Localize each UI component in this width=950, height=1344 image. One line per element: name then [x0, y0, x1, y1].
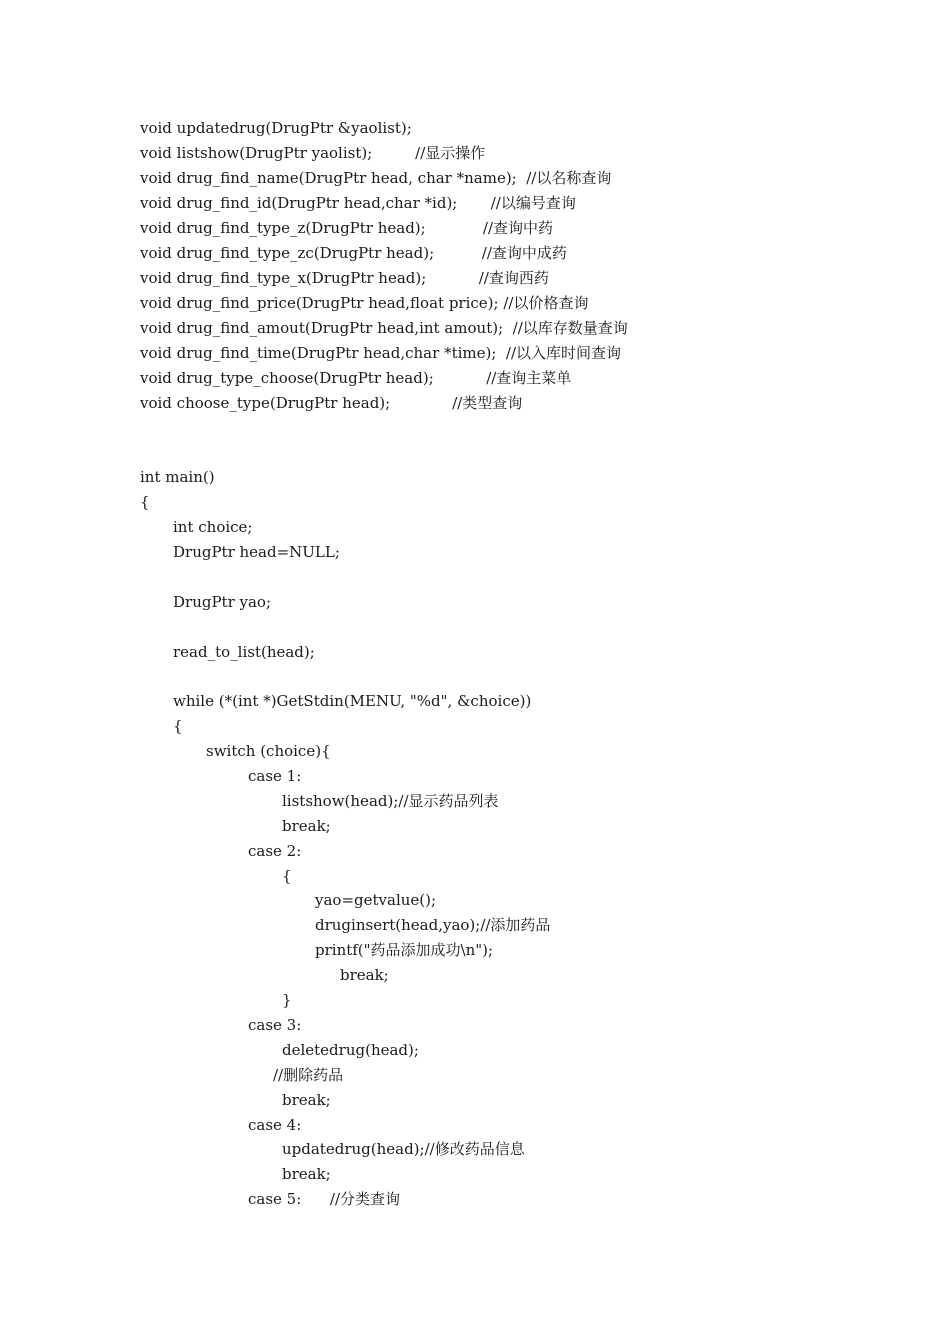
- code-line-choose-type: void choose_type(DrugPtr head); //类型查询: [140, 394, 523, 412]
- code-line-switch: switch (choice){: [206, 742, 331, 760]
- code-line-find-type-x: void drug_find_type_x(DrugPtr head); //查询西药: [140, 269, 549, 287]
- code-line-case-2-close-brace: }: [282, 991, 292, 1009]
- code-line-break-3: break;: [282, 1091, 331, 1109]
- code-line-while-open-brace: {: [173, 717, 183, 735]
- code-line-break-2: break;: [340, 966, 389, 984]
- code-line-type-choose: void drug_type_choose(DrugPtr head); //查询主菜单: [140, 369, 572, 387]
- code-line-find-id: void drug_find_id(DrugPtr head,char *id); //以编号查询: [140, 194, 576, 212]
- code-line-delete-comment: //删除药品: [273, 1066, 344, 1084]
- code-line-updatedrug: void updatedrug(DrugPtr &yaolist);: [140, 119, 412, 137]
- code-line-break-4: break;: [282, 1165, 331, 1183]
- code-line-case-5: case 5: //分类查询: [248, 1190, 400, 1208]
- code-line-declare-choice: int choice;: [173, 518, 253, 536]
- code-line-getvalue: yao=getvalue();: [315, 891, 437, 909]
- code-line-listshow-call: listshow(head);//显示药品列表: [282, 792, 499, 810]
- code-line-while: while (*(int *)GetStdin(MENU, "%d", &choice)): [173, 692, 532, 710]
- code-line-read-to-list: read_to_list(head);: [173, 643, 315, 661]
- code-line-deletedrug: deletedrug(head);: [282, 1041, 419, 1059]
- code-line-druginsert: druginsert(head,yao);//添加药品: [315, 916, 551, 934]
- code-line-printf: printf("药品添加成功\n");: [315, 941, 494, 959]
- code-line-find-type-zc: void drug_find_type_zc(DrugPtr head); //查询中成药: [140, 244, 567, 262]
- code-line-declare-yao: DrugPtr yao;: [173, 593, 272, 611]
- code-line-case-2-open-brace: {: [282, 867, 292, 885]
- code-line-declare-head: DrugPtr head=NULL;: [173, 543, 340, 561]
- code-line-find-type-z: void drug_find_type_z(DrugPtr head); //查询中药: [140, 219, 554, 237]
- code-line-listshow: void listshow(DrugPtr yaolist); //显示操作: [140, 144, 486, 162]
- code-line-find-price: void drug_find_price(DrugPtr head,float price); //以价格查询: [140, 294, 589, 312]
- code-line-find-amout: void drug_find_amout(DrugPtr head,int amout); //以库存数量查询: [140, 319, 628, 337]
- code-line-updatedrug-call: updatedrug(head);//修改药品信息: [282, 1140, 525, 1158]
- code-line-find-time: void drug_find_time(DrugPtr head,char *time); //以入库时间查询: [140, 344, 622, 362]
- code-line-case-3: case 3:: [248, 1016, 302, 1034]
- code-line-break-1: break;: [282, 817, 331, 835]
- code-line-case-2: case 2:: [248, 842, 302, 860]
- code-line-main-signature: int main(): [140, 468, 215, 486]
- code-line-case-4: case 4:: [248, 1116, 302, 1134]
- code-line-main-open-brace: {: [140, 493, 150, 511]
- code-line-find-name: void drug_find_name(DrugPtr head, char *name); //以名称查询: [140, 169, 612, 187]
- code-line-case-1: case 1:: [248, 767, 302, 785]
